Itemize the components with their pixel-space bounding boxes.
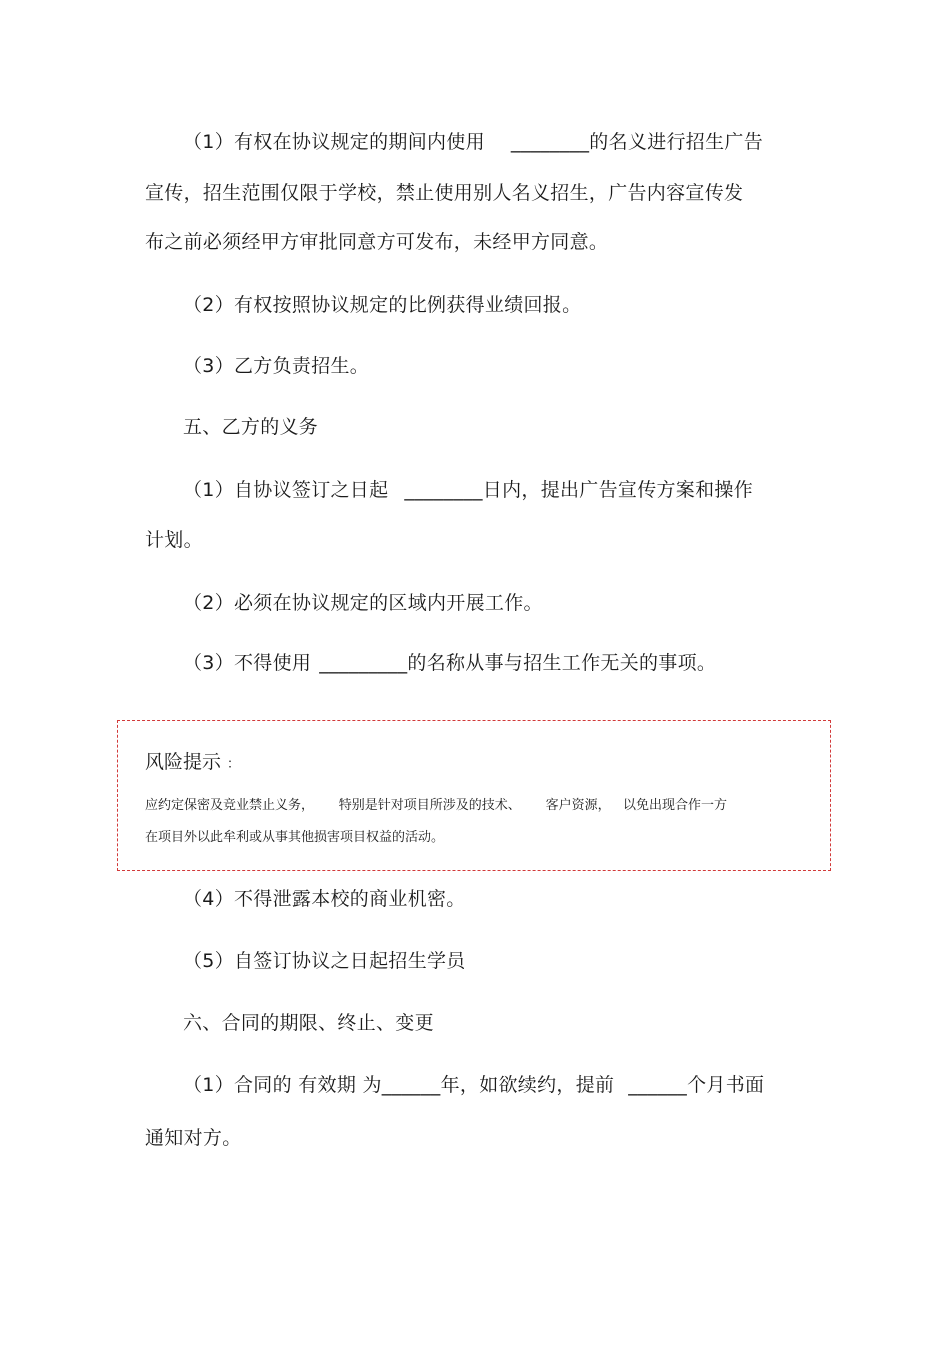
risk-notice-box <box>117 720 831 871</box>
section5-c3-prefix: （3）不得使用 <box>183 652 312 674</box>
risk-title-text: 风险提示 <box>145 751 222 773</box>
section5-c5: （5）自签订协议之日起招生学员 <box>183 950 466 972</box>
section5-c1-blank: ________ <box>404 479 483 501</box>
clause-a1-line3: 布之前必须经甲方审批同意方可发布，未经甲方同意。 <box>145 231 609 253</box>
risk-title-colon: ： <box>227 757 241 772</box>
risk-notice-line2: 在项目外以此牟利或从事其他损害项目权益的活动。 <box>145 830 445 845</box>
section5-c3 <box>183 650 716 676</box>
section5-c1-line1 <box>183 477 753 503</box>
section5-c3-suffix: 的名称从事与招生工作无关的事项。 <box>407 652 717 674</box>
section6-c1-b: 年，如欲续约，提前 <box>440 1074 615 1096</box>
clause-a1-line1 <box>183 129 763 155</box>
section5-c4: （4）不得泄露本校的商业机密。 <box>183 888 466 910</box>
section6-heading: 六、合同的期限、终止、变更 <box>183 1012 434 1034</box>
clause-a1-blank: ________ <box>510 131 590 153</box>
clause-a1-prefix: （1）有权在协议规定的期间内使用 <box>183 131 485 153</box>
section6-c1-blank1: ______ <box>381 1074 441 1096</box>
risk-notice-line1: 应约定保密及竞业禁止义务， 特别是针对项目所涉及的技术、 客户资源， 以免出现合作一方 <box>145 798 727 813</box>
section5-c2: （2）必须在协议规定的区域内开展工作。 <box>183 592 543 614</box>
section6-c1-a: （1）合同的 有效期 为 <box>183 1074 382 1096</box>
section5-c3-blank: _________ <box>319 652 408 674</box>
clause-a2: （2）有权按照协议规定的比例获得业绩回报。 <box>183 294 582 316</box>
section5-c1-prefix: （1）自协议签订之日起 <box>183 479 389 501</box>
section6-c1-c: 个月书面 <box>687 1074 765 1096</box>
clause-a1-suffix: 的名义进行招生广告 <box>589 131 763 153</box>
risk-notice-title <box>145 749 240 778</box>
clause-a1-line2: 宣传，招生范围仅限于学校，禁止使用别人名义招生，广告内容宣传发 <box>145 182 744 204</box>
section5-heading: 五、乙方的义务 <box>183 416 319 438</box>
section6-c1-line1 <box>183 1072 764 1098</box>
section6-c1-line2: 通知对方。 <box>145 1127 242 1149</box>
clause-a3: （3）乙方负责招生。 <box>183 355 370 377</box>
section5-c1-suffix: 日内，提出广告宣传方案和操作 <box>482 479 753 501</box>
section6-c1-blank2: ______ <box>628 1074 688 1096</box>
section5-c1-line2: 计划。 <box>145 529 203 551</box>
